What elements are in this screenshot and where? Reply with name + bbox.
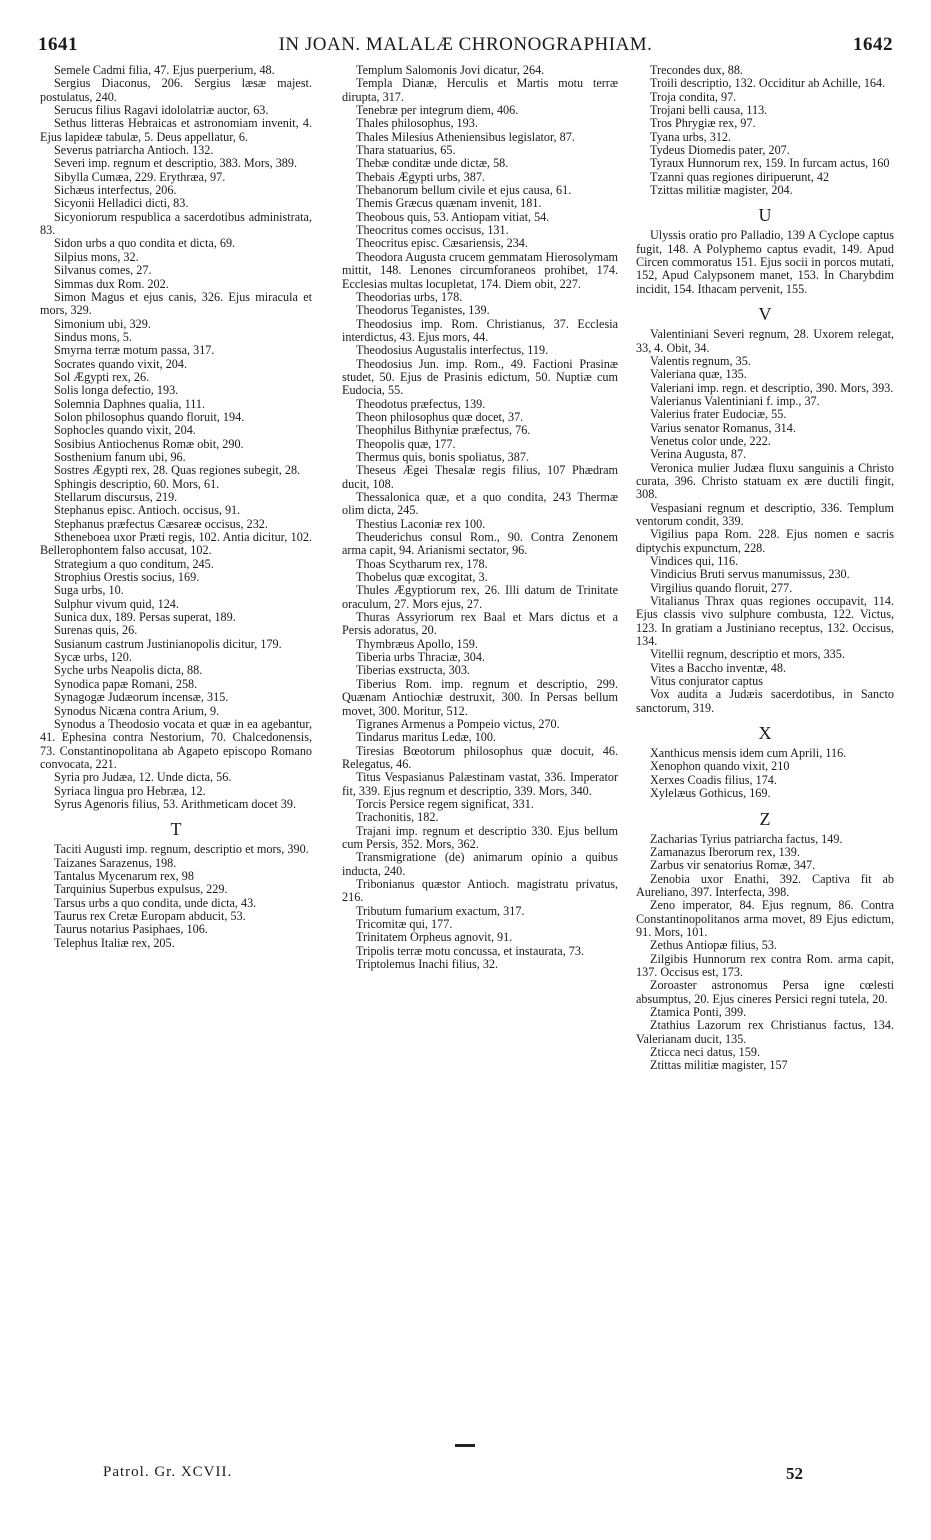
index-entry: Tiresias Bœotorum philosophus quæ docuit, 46. Relegatus, 46. [342,743,618,771]
index-entry: Solon philosophus quando floruit, 194. [54,409,245,424]
index-entry: Theodotus præfectus, 139. [356,396,486,411]
index-entry: Sichæus interfectus, 206. [54,183,177,198]
index-entry: Zethus Antiopæ filius, 53. [650,938,777,953]
index-entry: Tribonianus quæstor Antioch. magistratu privatus, 216. [342,876,618,905]
index-entry: Zamanazus Iberorum rex, 139. [650,844,800,859]
index-entry: Sosthenium fanum ubi, 96. [54,449,186,464]
index-entry: Stellarum discursus, 219. [54,490,178,504]
index-entry: Thermus quis, bonis spoliatus, 387. [356,449,529,464]
index-entry: Stheneboea uxor Præti regis, 102. Antia dicitur, 102. Bellerophontem falso accusat, 102. [40,530,312,558]
index-entry: Sophocles quando vixit, 204. [54,423,196,438]
index-entry: Trecondes dux, 88. [650,63,743,77]
index-entry: Tarsus urbs a quo condita, unde dicta, 43. [54,895,257,910]
index-entry: Sostres Ægypti rex, 28. Quas regiones subegit, 28. [54,463,301,478]
index-entry: Silpius mons, 32. [54,249,139,264]
section-letter: T [170,819,182,840]
index-entry: Sunica dux, 189. Persas superat, 189. [54,610,236,625]
index-entry: Triptolemus Inachi filius, 32. [356,957,499,972]
section-letter: Z [759,808,771,829]
index-entry: Serucus filius Ragavi idololatriæ auctor, 63. [54,103,269,118]
index-entry: Synodica papæ Romani, 258. [54,676,198,691]
index-entry: Synodus Nicæna contra Arium, 9. [54,703,220,718]
index-entry: Tiberias exstructa, 303. [356,663,470,678]
page-number-left: 1641 [38,34,78,55]
index-entry: Theocritus comes occisus, 131. [356,223,509,238]
index-entry: Valentiniani Severi regnum, 28. Uxorem relegat, 33, 4. Obit, 34. [636,327,894,355]
index-entry: Xenophon quando vixit, 210 [650,759,790,774]
index-entry: Syche urbs Neapolis dicta, 88. [54,663,203,678]
index-entry: Venetus color unde, 222. [650,433,771,448]
index-entry: Tyraux Hunnorum rex, 159. In furcam actus, 160 [650,156,890,171]
index-entry: Theopolis quæ, 177. [356,436,456,451]
index-entry: Thuras Assyriorum rex Baal et Mars dictus et a Persis adoratus, 20. [342,610,618,638]
index-entry: Valentis regnum, 35. [650,353,751,368]
index-entry: Thules Ægyptiorum rex, 26. Illi datum de Trinitate oraculum, 27. Mors ejus, 27. [342,583,618,611]
index-entry: Taurus notarius Pasiphaes, 106. [54,922,208,937]
index-entry: Thoas Scytharum rex, 178. [356,556,488,571]
index-entry: Zarbus vir senatorius Romæ, 347. [650,858,816,873]
index-entry: Themis Græcus quænam invenit, 181. [356,196,542,211]
index-entry: Sol Ægypti rex, 26. [54,369,150,384]
separator-rule [455,1444,475,1447]
index-entry: Valerianus Valentiniani f. imp., 37. [650,393,820,408]
index-entry: Verina Augusta, 87. [650,447,747,462]
index-column-2 [342,64,618,971]
index-entry: Troili descriptio, 132. Occiditur ab Achille, 164. [650,76,886,91]
index-entry: Zacharias Tyrius patriarcha factus, 149. [650,831,843,846]
index-entry: Tenebræ per integrum diem, 406. [356,103,519,118]
index-entry: Smyrna terræ motum passa, 317. [54,343,215,358]
index-entry: Ztittas militiæ magister, 157 [650,1058,788,1073]
page-number-right: 1642 [853,34,893,55]
index-entry: Theon philosophus quæ docet, 37. [356,409,524,424]
index-entry: Tzanni quas regiones diripuerunt, 42 [650,169,830,184]
index-entry: Tripolis terræ motu concussa, et instaurata, 73. [356,943,585,958]
index-entry: Transmigratione (de) animarum opinio a quibus inducta, 240. [342,850,618,878]
index-entry: Vites a Baccho inventæ, 48. [650,660,787,675]
index-entry: Varius senator Romanus, 314. [650,420,796,435]
index-entry: Stephanus episc. Antioch. occisus, 91. [54,503,241,518]
index-entry: Trinitatem Orpheus agnovit, 91. [356,930,513,945]
index-entry: Suga urbs, 10. [54,583,124,598]
index-entry: Theodosius Jun. imp. Rom., 49. Factioni Prasinæ studet, 50. Ejus de Prasinis edictum, 50. Nuptiæ cum Eudocia, 55. [342,356,618,398]
index-entry: Valeriani imp. regn. et descriptio, 390. Mors, 393. [650,380,894,395]
index-entry: Theseus Ægei Thesalæ regis filius, 107 Phædram ducit, 108. [342,463,618,491]
index-entry: Tigranes Armenus a Pompeio victus, 270. [356,716,560,731]
index-entry: Simmas dux Rom. 202. [54,276,169,291]
index-entry: Thebæ conditæ unde dictæ, 58. [356,156,509,171]
running-title: IN JOAN. MALALÆ CHRONOGRAPHIAM. [278,34,653,55]
index-entry: Stephanus præfectus Cæsareæ occisus, 232. [54,516,268,531]
index-entry: Virgilius quando floruit, 277. [650,580,793,595]
index-entry: Ztathius Lazorum rex Christianus factus, 134. Valerianam ducit, 135. [636,1018,894,1046]
index-entry: Zticca neci datus, 159. [650,1045,760,1059]
index-entry: Thebais Ægypti urbs, 387. [356,169,485,184]
index-entry: Sulphur vivum quid, 124. [54,596,179,611]
index-entry: Theophilus Bithyniæ præfectus, 76. [356,423,531,438]
index-entry: Tantalus Mycenarum rex, 98 [54,868,194,883]
index-entry: Thales philosophus, 193. [356,116,478,131]
index-entry: Theodora Augusta crucem gemmatam Hierosolymam mittit, 148. Lenones circumforaneos prohibet, 174. Ecclesias multas locupletat, 174. Diem obit, 227. [342,249,618,291]
index-entry: Theuderichus consul Rom., 90. Contra Zenonem arma capit, 94. Arianismi sectator, 96. [342,530,618,558]
index-entry: Theocritus episc. Cæsariensis, 234. [356,236,528,251]
index-entry: Theodosius Augustalis interfectus, 119. [356,343,549,358]
index-entry: Tiberius Rom. imp. regnum et descriptio, 299. Quænam Antiochiæ destruxit, 300. In Persas bellum movet, 300. Moritur, 512. [342,676,618,718]
index-entry: Zilgibis Hunnorum rex contra Rom. arma capit, 137. Occisus est, 173. [636,951,894,979]
index-entry: Tindarus maritus Ledæ, 100. [356,730,497,745]
index-entry: Semele Cadmi filia, 47. Ejus puerperium, 48. [54,63,275,77]
index-entry: Thales Milesius Atheniensibus legislator, 87. [356,129,575,144]
index-entry: Socrates quando vixit, 204. [54,356,188,371]
index-entry: Vitalianus Thrax quas regiones occupavit, 114. Ejus classis vivo sulphure combusta, 122. Victus, 123. In gratiam a Justiniano receptus, 132. Occisus, 134. [636,594,894,649]
index-entry: Syria pro Judæa, 12. Unde dicta, 56. [54,770,232,785]
index-entry: Theobous quis, 53. Antiopam vitiat, 54. [356,209,550,224]
index-entry: Zoroaster astronomus Persa igne cœlesti absumptus, 20. Ejus cineres Persici regni tutela, 20. [636,978,894,1006]
index-entry: Severus patriarcha Antioch. 132. [54,143,214,158]
index-entry: Sosibius Antiochenus Romæ obit, 290. [54,436,244,451]
index-entry: Templum Salomonis Jovi dicatur, 264. [356,63,545,77]
index-entry: Tydeus Diomedis pater, 207. [650,143,790,158]
index-entry: Simon Magus et ejus canis, 326. Ejus miracula et mors, 329. [40,289,312,318]
index-entry: Severi imp. regnum et descriptio, 383. Mors, 389. [54,156,298,171]
index-entry: Titus Vespasianus Palæstinam vastat, 336. Imperator fit, 339. Ejus regnum et descriptio, 339. Mors, 340. [342,770,618,798]
index-entry: Vox audita a Judæis sacerdotibus, in Sancto sanctorum, 319. [636,687,894,715]
index-column-1 [40,64,312,950]
index-entry: Valeriana quæ, 135. [650,367,747,382]
index-entry: Strategium a quo conditum, 245. [54,556,214,571]
index-entry: Troja condita, 97. [650,89,737,104]
index-entry: Vitellii regnum, descriptio et mors, 335. [650,647,845,662]
index-entry: Solis longa defectio, 193. [54,383,179,398]
index-entry: Sicyoniorum respublica a sacerdotibus administrata, 83. [40,209,312,238]
index-entry: Thestius Laconiæ rex 100. [356,516,486,531]
index-entry: Telephus Italiæ rex, 205. [54,935,175,950]
index-entry: Taurus rex Cretæ Europam abducit, 53. [54,908,246,923]
index-entry: Simonium ubi, 329. [54,316,151,331]
index-entry: Thara statuarius, 65. [356,143,456,158]
index-entry: Susianum castrum Justinianopolis dicitur, 179. [54,636,282,651]
section-letter: V [758,304,772,325]
index-entry: Tributum fumarium exactum, 317. [356,903,525,918]
index-entry: Solemnia Daphnes qualia, 111. [54,396,206,411]
index-entry: Sidon urbs a quo condita et dicta, 69. [54,236,236,251]
index-entry: Silvanus comes, 27. [54,263,152,278]
index-entry: Thobelus quæ excogitat, 3. [356,570,488,585]
index-entry: Theodorus Teganistes, 139. [356,303,490,318]
index-entry: Sphingis descriptio, 60. Mors, 61. [54,476,220,491]
index-entry: Syriaca lingua pro Hebræa, 12. [54,783,206,798]
index-entry: Synagogæ Judæorum incensæ, 315. [54,690,229,705]
index-entry: Xerxes Coadis filius, 174. [650,772,777,787]
index-entry: Thebanorum bellum civile et ejus causa, 61. [356,183,572,198]
index-entry: Tyana urbs, 312. [650,129,732,144]
index-entry: Tricomitæ qui, 177. [356,917,453,931]
index-entry: Trojani belli causa, 113. [650,103,768,118]
index-entry: Syrus Agenoris filius, 53. Arithmeticam docet 39. [54,796,297,811]
index-entry: Vitus conjurator captus [650,674,763,689]
index-entry: Tarquinius Superbus expulsus, 229. [54,882,228,897]
index-entry: Trachonitis, 182. [356,810,439,825]
index-entry: Vindicius Bruti servus manumissus, 230. [650,567,850,582]
index-entry: Tiberia urbs Thraciæ, 304. [356,650,485,665]
index-entry: Vespasiani regnum et descriptio, 336. Templum ventorum condit, 339. [636,500,894,528]
footer-sheet-number: 52 [786,1464,803,1483]
index-entry: Vindices qui, 116. [650,554,739,568]
index-entry: Valerius frater Eudociæ, 55. [650,407,787,422]
index-entry: Taciti Augusti imp. regnum, descriptio et mors, 390. [54,842,309,857]
section-letter: U [758,205,772,226]
index-entry: Vigilius papa Rom. 228. Ejus nomen e sacris diptychis expunctum, 228. [636,527,894,555]
index-entry: Sethus litteras Hebraicas et astronomiam invenit, 4. Ejus lapideæ tabulæ, 5. Deus appellatur, 6. [40,116,312,144]
index-entry: Zenobia uxor Enathi, 392. Captiva fit ab Aureliano, 397. Interfecta, 398. [636,871,894,899]
index-entry: Templa Dianæ, Herculis et Martis motu terræ dirupta, 317. [342,76,618,104]
index-entry: Ulyssis oratio pro Palladio, 139 A Cyclope captus fugit, 148. A Polyphemo captus evadit, 149. Apud Circen commoratus 151. Ejus socii in porcos mutati, 152, Apud Calypsonem manet, 153. In Charybdim incidit, 154. Ithacam pervenit, 155. [636,228,894,296]
index-entry: Tzittas militiæ magister, 204. [650,183,793,198]
index-entry: Thessalonica quæ, et a quo condita, 243 Thermæ olim dicta, 245. [342,490,618,518]
index-entry: Thymbræus Apollo, 159. [356,636,478,651]
index-entry: Sibylla Cumæa, 229. Erythræa, 97. [54,169,226,184]
index-entry: Xylelæus Gothicus, 169. [650,786,771,801]
index-entry: Strophius Orestis socius, 169. [54,570,200,585]
page-header [38,34,893,62]
index-entry: Torcis Persice regem significat, 331. [356,796,534,811]
index-entry: Tros Phrygiæ rex, 97. [650,116,756,131]
index-entry: Theodorias urbs, 178. [356,289,463,304]
index-entry: Sycæ urbs, 120. [54,650,132,665]
index-entry: Sergius Diaconus, 206. Sergius læsæ majest. postulatus, 240. [40,76,312,104]
index-entry: Sindus mons, 5. [54,329,132,344]
index-entry: Taizanes Sarazenus, 198. [54,855,177,870]
footer-volume: Patrol. Gr. XCVII. [103,1464,233,1480]
index-entry: Trajani imp. regnum et descriptio 330. Ejus bellum cum Persis, 352. Mors, 362. [342,823,618,851]
index-entry: Veronica mulier Judæa fluxu sanguinis a Christo curata, 396. Christo statuam ex ære ductili fingit, 308. [636,460,894,502]
index-entry: Theodosius imp. Rom. Christianus, 37. Ecclesia interdictus, 43. Ejus mors, 44. [342,316,618,344]
index-entry: Ztamica Ponti, 399. [650,1004,747,1019]
section-letter: X [758,723,772,744]
index-entry: Surenas quis, 26. [54,623,138,638]
index-entry: Sicyonii Helladici dicti, 83. [54,196,189,211]
index-column-3 [636,64,894,1073]
index-entry: Xanthicus mensis idem cum Aprili, 116. [650,746,847,761]
index-entry: Synodus a Theodosio vocata et quæ in ea agebantur, 41. Ephesina contra Nestorium, 70. Chalcedonensis, 73. Constantinopolitana ab Agapeto episcopo Romano convocata, 221. [40,716,312,771]
index-entry: Zeno imperator, 84. Ejus regnum, 86. Contra Constantinopolitanos arma movet, 89 Ejus edictum, 91. Mors, 101. [636,898,894,939]
